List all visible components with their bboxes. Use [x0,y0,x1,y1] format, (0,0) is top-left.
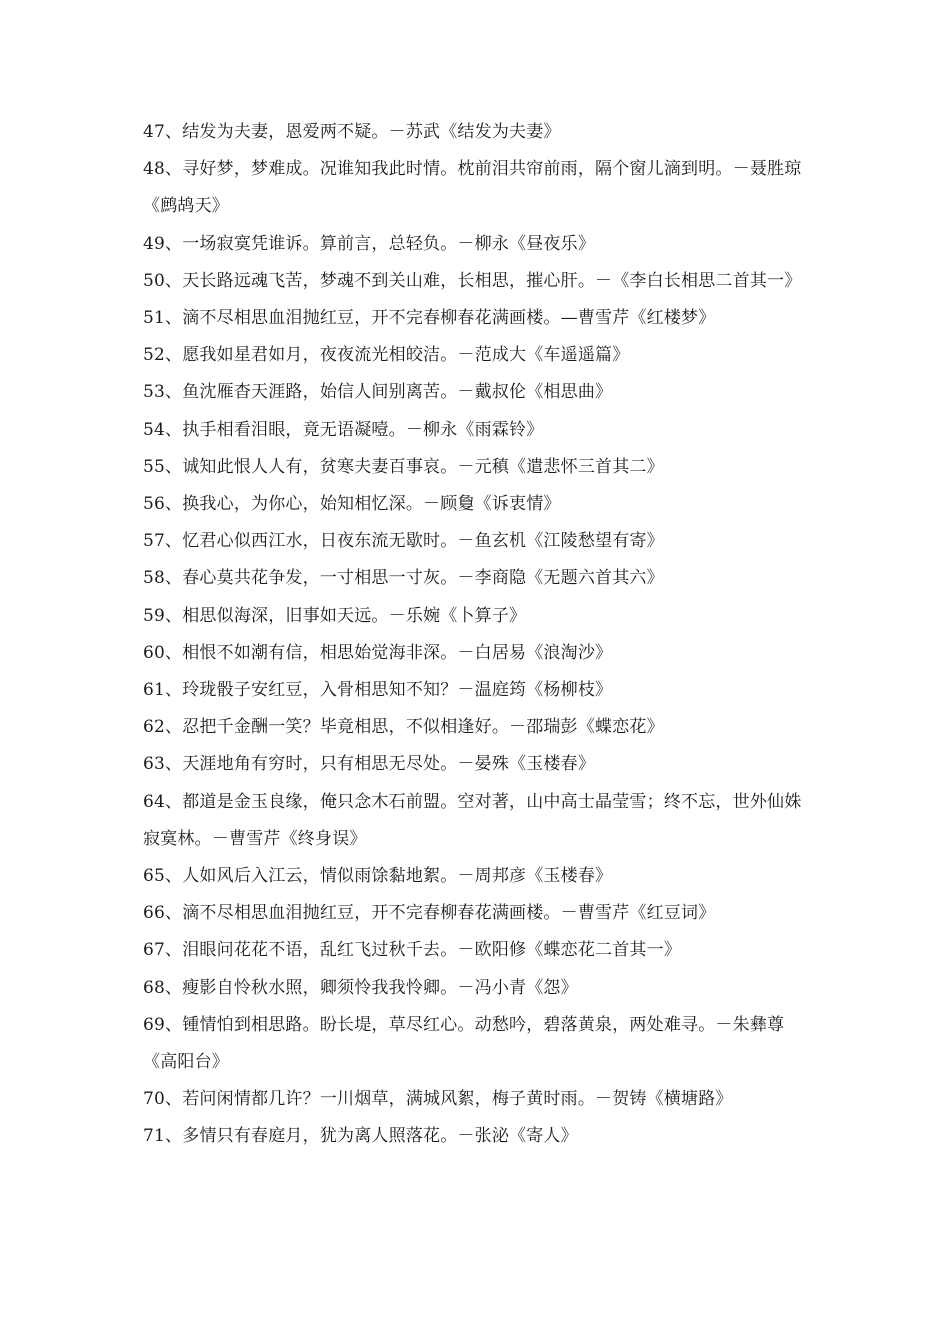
quote-entry-49: 49、一场寂寞凭谁诉。算前言，总轻负。－柳永《昼夜乐》 [143,233,596,254]
quote-entry-55: 55、诚知此恨人人有，贫寒夫妻百事哀。－元稹《遣悲怀三首其二》 [143,456,664,477]
quote-entry-52: 52、愿我如星君如月，夜夜流光相皎洁。－范成大《车遥遥篇》 [143,345,630,366]
poem-quote-list [143,114,813,1156]
quote-entry-63: 63、天涯地角有穷时，只有相思无尽处。－晏殊《玉楼春》 [143,754,596,775]
quote-entry-59: 59、相思似海深，旧事如天远。－乐婉《卜算子》 [143,605,527,626]
quote-entry-54: 54、执手相看泪眼，竟无语凝噎。－柳永《雨霖铃》 [143,419,544,440]
quote-entry-53: 53、鱼沈雁杳天涯路，始信人间别离苦。－戴叔伦《相思曲》 [143,382,613,403]
quote-entry-68: 68、瘦影自怜秋水照，卿须怜我我怜卿。－冯小青《怨》 [143,977,578,998]
quote-entry-65: 65、人如风后入江云，情似雨馀黏地絮。－周邦彦《玉楼春》 [143,866,613,887]
quote-entry-60: 60、相恨不如潮有信，相思始觉海非深。－白居易《浪淘沙》 [143,642,613,663]
quote-entry-66: 66、滴不尽相思血泪抛红豆，开不完春柳春花满画楼。－曹雪芹《红豆词》 [143,903,716,924]
quote-entry-70: 70、若问闲情都几许？一川烟草，满城风絮，梅子黄时雨。－贺铸《横塘路》 [143,1089,733,1110]
quote-entry-58: 58、春心莫共花争发，一寸相思一寸灰。－李商隐《无题六首其六》 [143,568,664,589]
quote-entry-48: 48、寻好梦，梦难成。况谁知我此时情。枕前泪共帘前雨，隔个窗儿滴到明。－聂胜琼《鹧鸪天》 [143,159,802,217]
quote-entry-61: 61、玲珑骰子安红豆，入骨相思知不知？－温庭筠《杨柳枝》 [143,680,613,701]
quote-entry-57: 57、忆君心似西江水，日夜东流无歇时。－鱼玄机《江陵愁望有寄》 [143,531,664,552]
quote-entry-71: 71、多情只有春庭月，犹为离人照落花。－张泌《寄人》 [143,1126,578,1147]
quote-entry-51: 51、滴不尽相思血泪抛红豆，开不完春柳春花满画楼。—曹雪芹《红楼梦》 [143,308,716,329]
quote-entry-62: 62、忍把千金酬一笑？毕竟相思，不似相逢好。－邵瑞彭《蝶恋花》 [143,717,664,738]
quote-entry-50: 50、天长路远魂飞苦，梦魂不到关山难，长相思，摧心肝。－《李白长相思二首其一》 [143,270,802,291]
quote-entry-47: 47、结发为夫妻，恩爱两不疑。－苏武《结发为夫妻》 [143,122,561,142]
quote-entry-69: 69、锺情怕到相思路。盼长堤，草尽红心。动愁吟，碧落黄泉，两处难寻。－朱彝尊《高阳台》 [143,1014,785,1073]
quote-entry-64: 64、都道是金玉良缘，俺只念木石前盟。空对著，山中高士晶莹雪；终不忘，世外仙姝寂寞林。－曹雪芹《终身误》 [143,791,802,849]
quote-entry-56: 56、换我心，为你心，始知相忆深。－顾敻《诉衷情》 [143,494,561,515]
quote-entry-67: 67、泪眼问花花不语，乱红飞过秋千去。－欧阳修《蝶恋花二首其一》 [143,940,682,961]
